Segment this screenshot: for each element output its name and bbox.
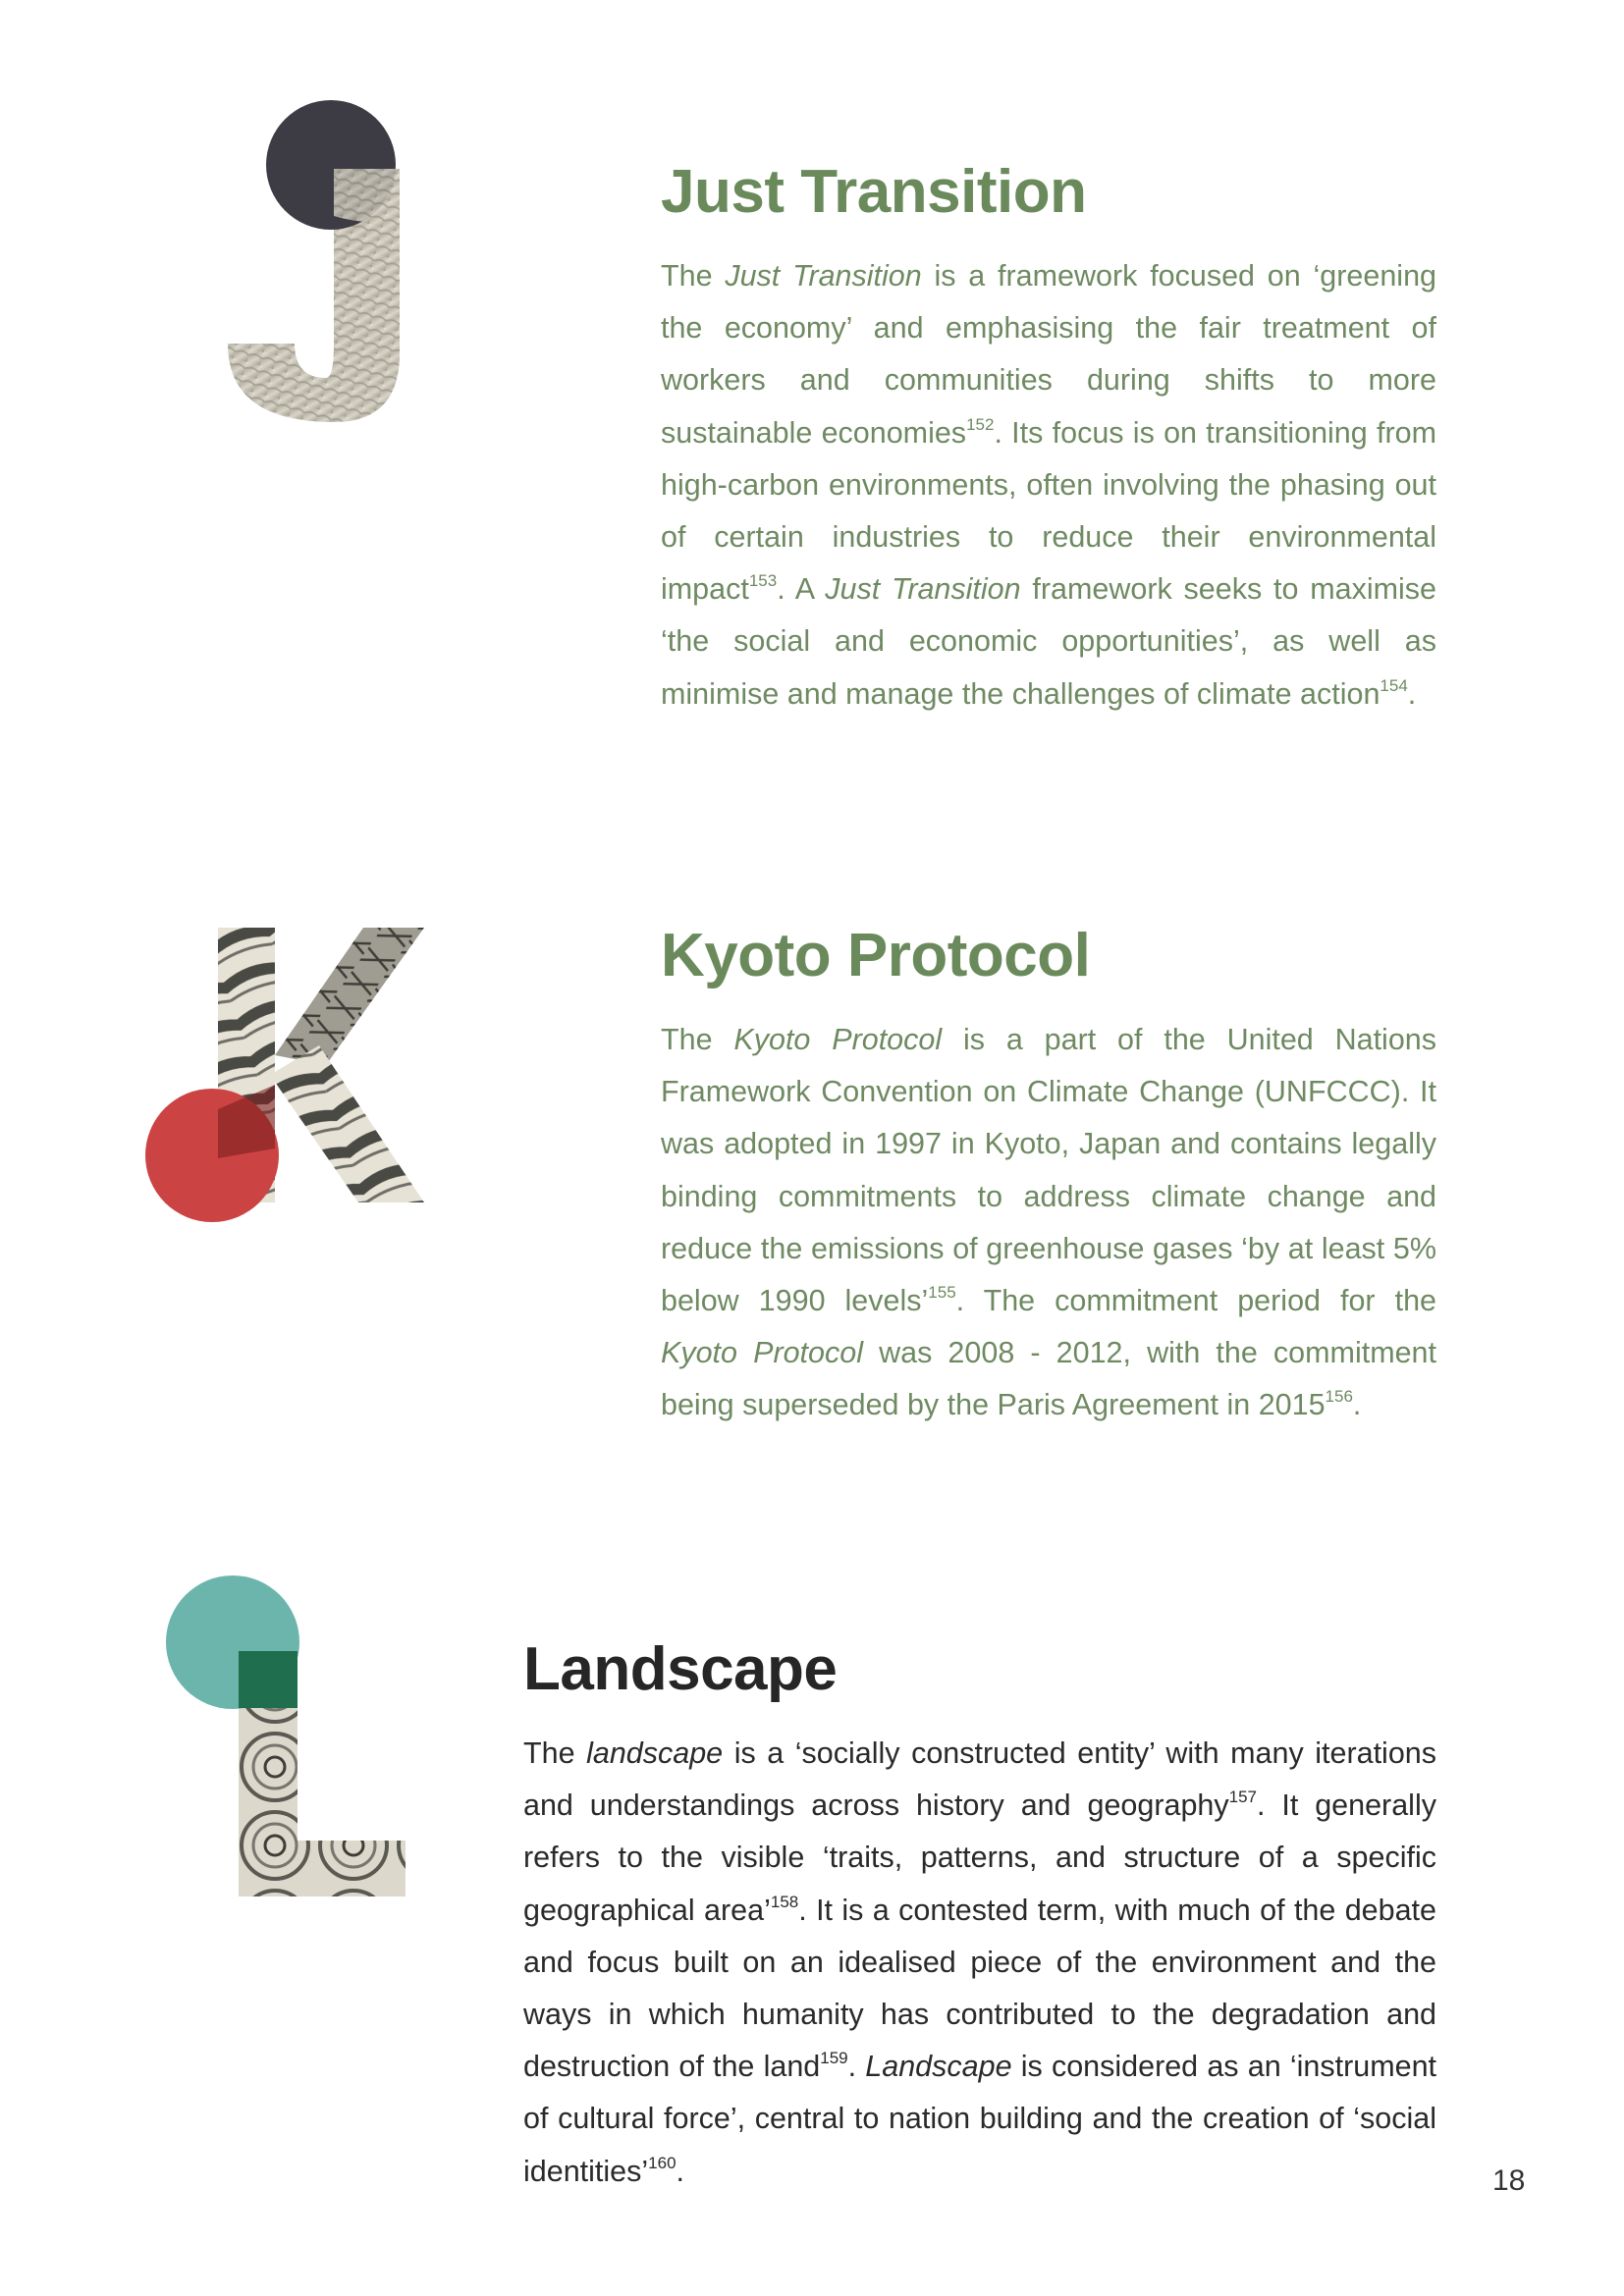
text-run: . Its focus is on transitioning from high-carbon environments, often involving the phasing out of certain industries to reduce their environmental impact — [661, 415, 1436, 607]
entry-title: Kyoto Protocol — [661, 922, 1091, 989]
footnote-ref: 152 — [966, 414, 995, 434]
text-run: The — [661, 1023, 734, 1056]
italic-term: Just Transition — [825, 572, 1021, 607]
text-run: . The commitment period for the — [955, 1284, 1436, 1318]
entry-title: Just Transition — [661, 158, 1087, 226]
italic-term: Kyoto Protocol — [661, 1336, 863, 1370]
footnote-ref: 157 — [1228, 1788, 1257, 1807]
entry-body — [523, 1728, 1436, 2198]
italic-term: Kyoto Protocol — [733, 1023, 943, 1056]
footnote-ref: 153 — [748, 571, 778, 591]
text-run: . — [1352, 1388, 1362, 1422]
italic-term: Just Transition — [725, 259, 922, 293]
text-run: is considered as an ‘instrument of cultural force’, central to nation building and the creation of ‘social identities’ — [523, 2050, 1437, 2188]
footnote-ref: 154 — [1380, 675, 1408, 695]
footnote-ref: 156 — [1325, 1387, 1353, 1407]
text-run: . — [847, 2050, 866, 2084]
text-run: . — [1407, 676, 1417, 711]
text-run: . A — [777, 572, 826, 607]
text-run: is a part of the United Nations Framework Convention on Climate Change (UNFCCC). It was adopted in 1997 in Kyoto, Japan and contains legally binding commitments to address climate change and reduce the emissions of greenhouse gases ‘by at least 5% below 1990 levels’ — [661, 1023, 1437, 1318]
text-run: was 2008 - 2012, with the commitment being superseded by the Paris Agreement in 2015 — [661, 1336, 1436, 1422]
text-run: . — [676, 2154, 685, 2188]
footnote-ref: 155 — [928, 1283, 956, 1303]
page-number: 18 — [1492, 2164, 1526, 2197]
text-run: is a ‘socially constructed entity’ with many iterations and understandings across history and geography — [523, 1736, 1436, 1823]
entry-kyoto-protocol — [661, 921, 1436, 1432]
text-run: The — [661, 259, 726, 293]
entry-landscape — [523, 1634, 1436, 2198]
footnote-ref: 160 — [648, 2153, 677, 2172]
italic-term: landscape — [586, 1736, 724, 1770]
text-run: is a framework focused on ‘greening the economy’ and emphasising the fair treatment of workers and communities during shifts to more sustainable economies — [661, 259, 1436, 450]
letter-l-collage-icon — [157, 1571, 412, 1904]
footnote-ref: 158 — [770, 1892, 799, 1911]
entry-just-transition — [661, 157, 1436, 721]
text-run: The — [523, 1736, 587, 1770]
letter-k-collage-icon — [137, 918, 432, 1252]
footnote-ref: 159 — [820, 2049, 848, 2068]
entry-body — [661, 250, 1436, 721]
text-run: . It generally refers to the visible ‘traits, patterns, and structure of a specific geographical area’ — [523, 1789, 1436, 1927]
text-run: . It is a contested term, with much of the debate and focus built on an idealised piece of the environment and the ways in which humanity has contributed to the degradation and destruction of the land — [523, 1893, 1436, 2084]
text-run: framework seeks to maximise ‘the social and economic opportunities’, as well as minimise and manage the challenges of climate action — [661, 572, 1436, 711]
entry-body — [661, 1014, 1436, 1432]
entry-title: Landscape — [523, 1635, 838, 1703]
letter-j-collage-icon — [218, 98, 414, 422]
italic-term: Landscape — [865, 2050, 1012, 2084]
